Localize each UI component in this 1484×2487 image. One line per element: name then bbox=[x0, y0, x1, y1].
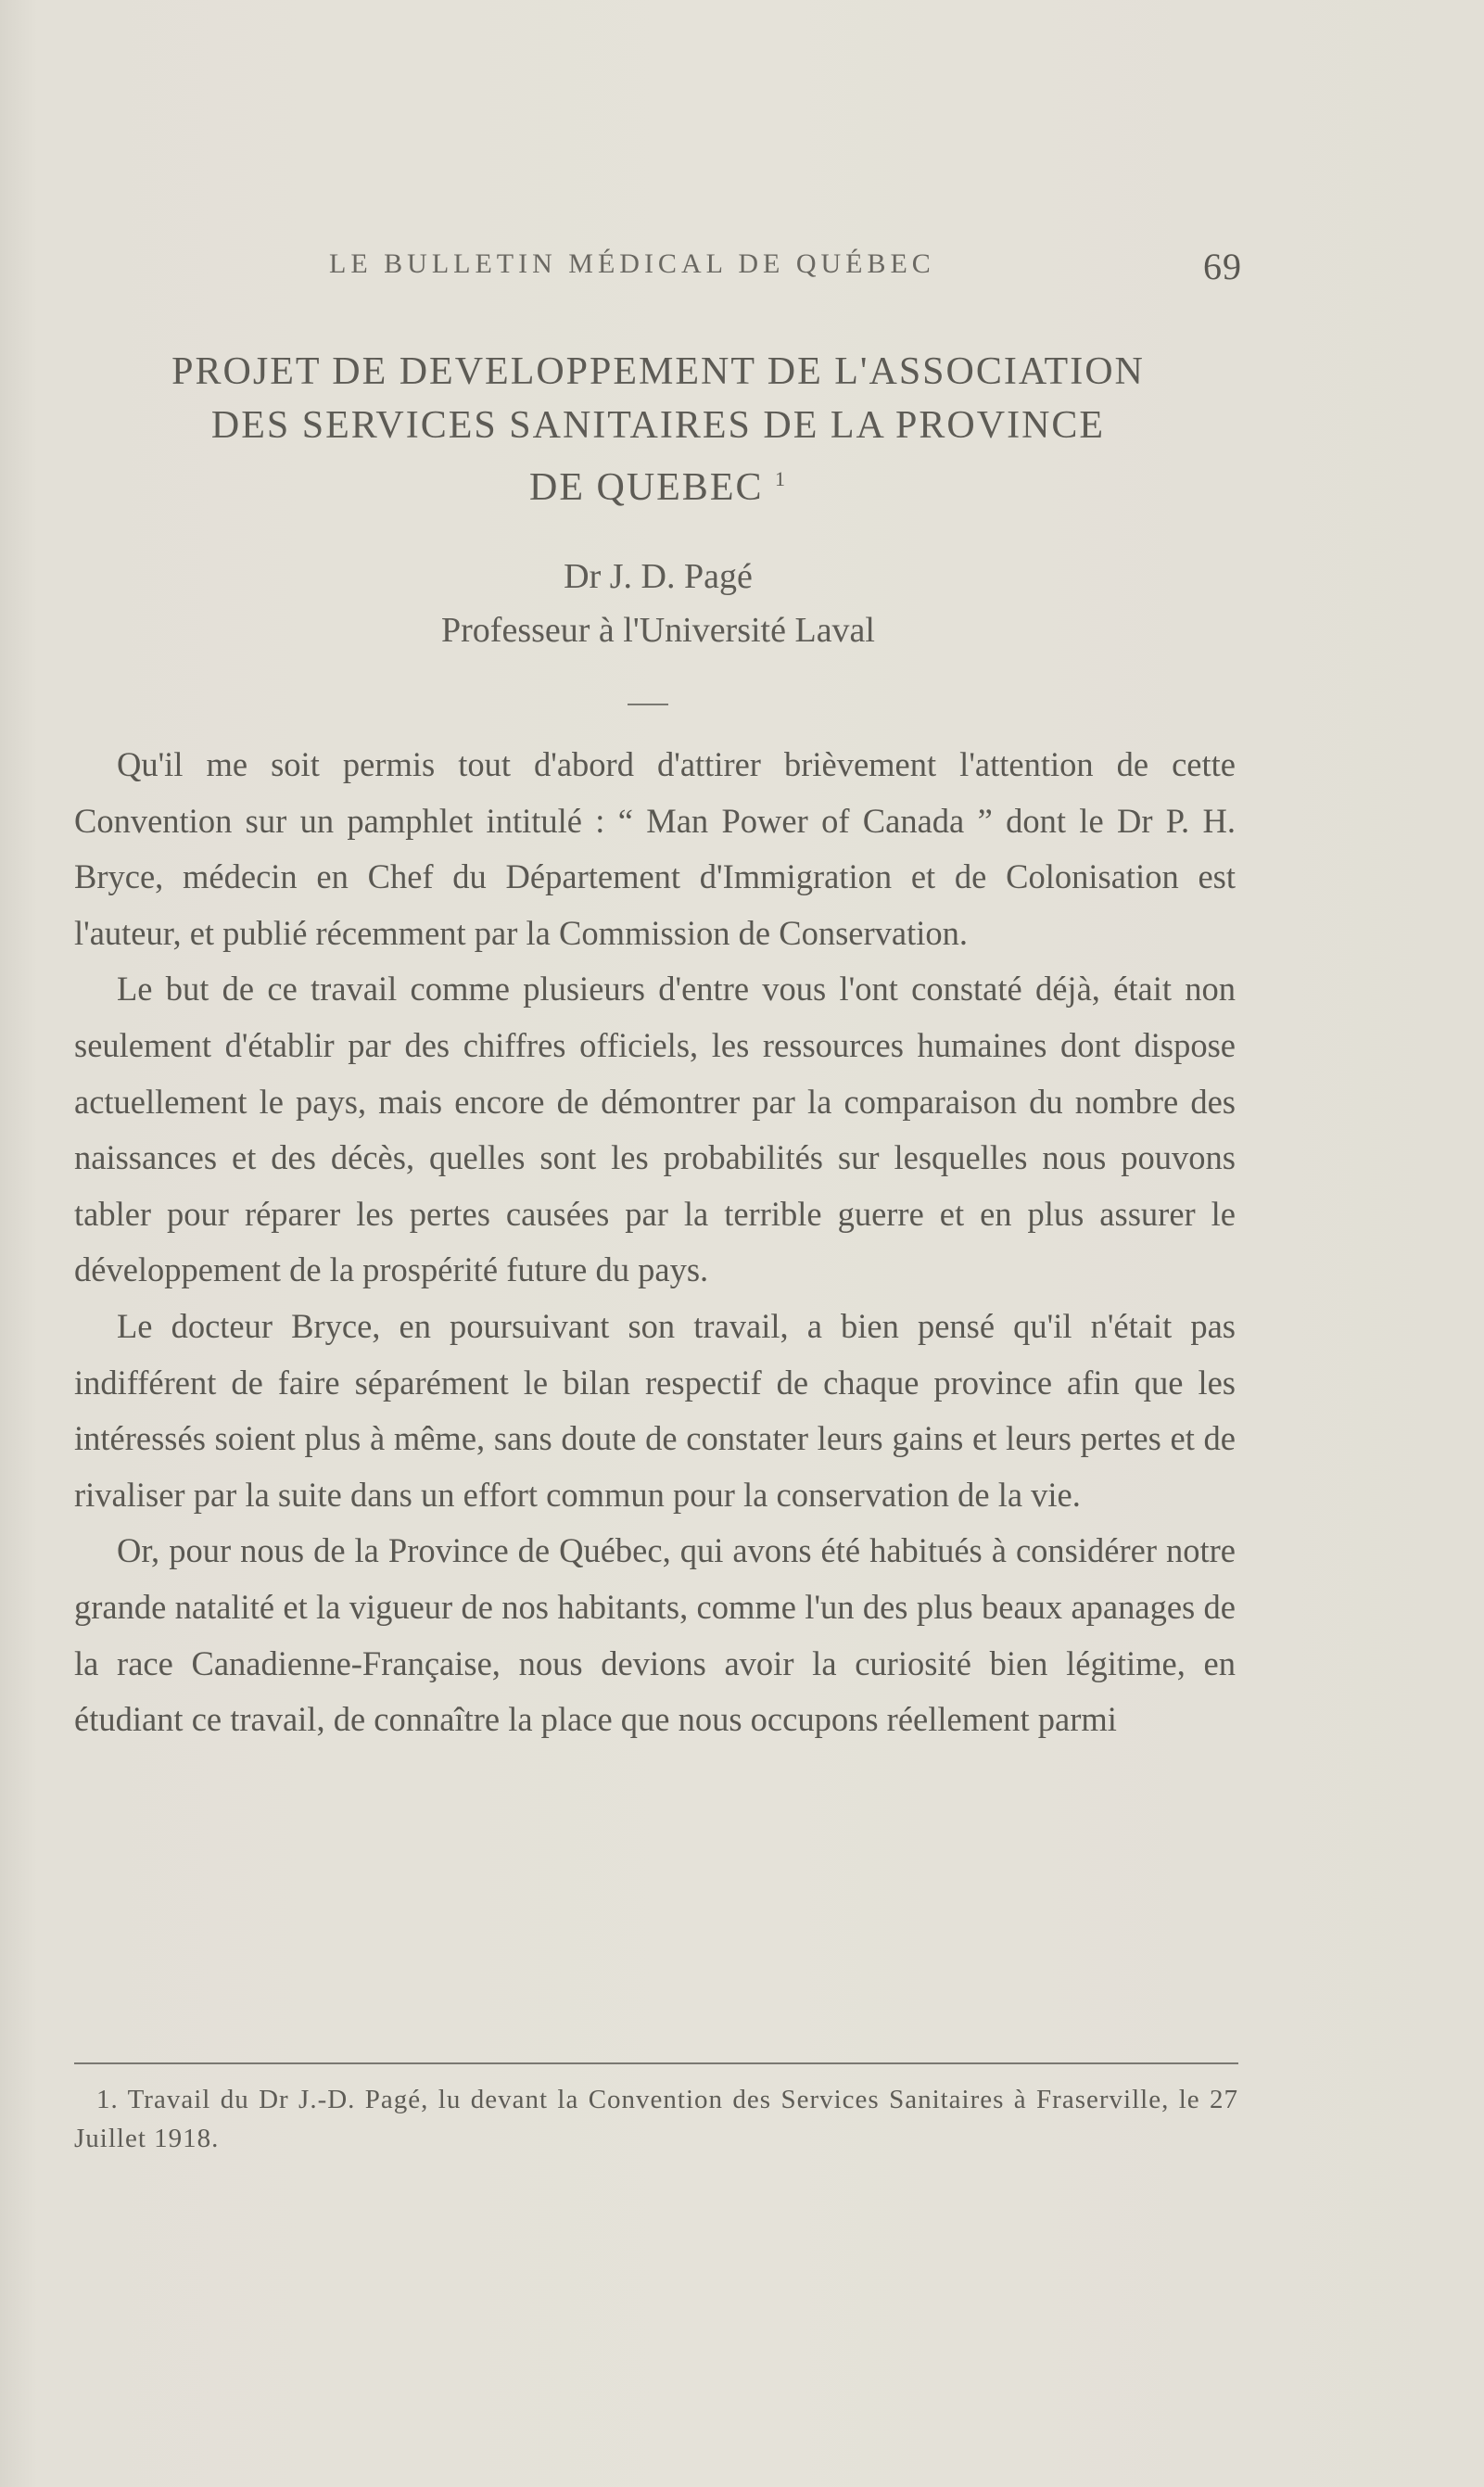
body-paragraph-1: Qu'il me soit permis tout d'abord d'attirer brièvement l'attention de cette Convention sur un pamphlet intitulé : “ Man Power of Canada ” dont le Dr P. H. Bryce, médecin en Chef du Département d'Immigration et de Colonisation est l'auteur, et publié récemment par la Commission de Conservation. bbox=[74, 745, 1236, 952]
section-divider bbox=[628, 704, 668, 705]
body-paragraph-4: Or, pour nous de la Province de Québec, qui avons été habitués à considérer notre grande natalité et la vigueur de nos habitants, comme l'un des plus beaux apanages de la race Canadienne-Française, nous devions avoir la curiosité bien légitime, en étudiant ce travail, de connaître la place que nous occupons réellement parmi bbox=[74, 1531, 1236, 1739]
title-line-1: PROJET DE DEVELOPPEMENT DE L'ASSOCIATION bbox=[171, 350, 1145, 393]
body-paragraph-2: Le but de ce travail comme plusieurs d'entre vous l'ont constaté déjà, était non seulement d'établir par des chiffres officiels, les ressources humaines dont dispose actuellement le pays, mais encore de démontrer par la comparaison du nombre des naissances et des décès, quelles sont les probabilités sur lesquelles nous pouvons tabler pour réparer les pertes causées par la terrible guerre et en plus assurer le développement de la prospérité future du pays. bbox=[74, 970, 1236, 1289]
title-line-3: DE QUEBEC bbox=[529, 466, 764, 509]
article-body bbox=[74, 737, 1236, 1748]
article-title bbox=[74, 345, 1242, 514]
footnote bbox=[74, 2080, 1238, 2158]
title-footnote-mark: 1 bbox=[775, 467, 787, 490]
running-head bbox=[329, 248, 1242, 285]
title-line-3-wrapper bbox=[74, 452, 1242, 514]
body-paragraph-3: Le docteur Bryce, en poursuivant son travail, a bien pensé qu'il n'était pas indifférent de faire séparément le bilan respectif de chaque province afin que les intéressés soient plus à même, sans doute de constater leurs gains et leurs pertes et de rivaliser par la suite dans un effort commun pour la conservation de la vie. bbox=[74, 1306, 1236, 1514]
journal-title: LE BULLETIN MÉDICAL DE QUÉBEC bbox=[329, 248, 935, 279]
footnote-text: 1. Travail du Dr J.-D. Pagé, lu devant la Convention des Services Sanitaires à Fraserville, le 27 Juillet 1918. bbox=[74, 2085, 1238, 2153]
article-author: Dr J. D. Pagé bbox=[564, 557, 753, 596]
title-line-2: DES SERVICES SANITAIRES DE LA PROVINCE bbox=[210, 404, 1106, 447]
author-affiliation: Professeur à l'Université Laval bbox=[441, 611, 875, 650]
footnote-divider bbox=[74, 2062, 1238, 2064]
page-number: 69 bbox=[1203, 246, 1242, 287]
